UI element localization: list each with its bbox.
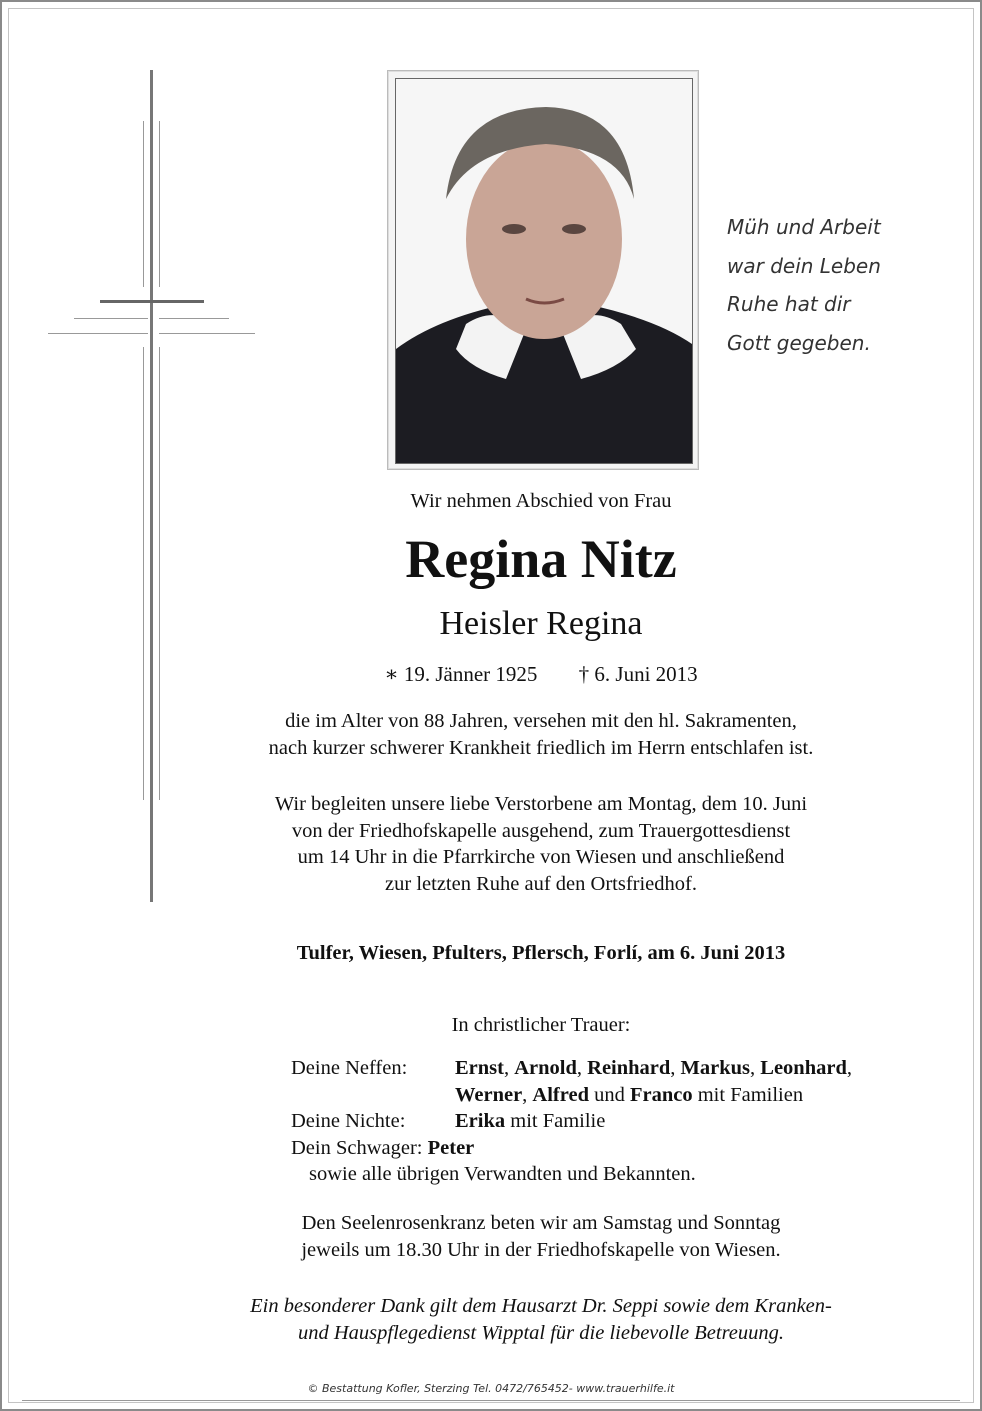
name: Peter (427, 1136, 475, 1159)
life-dates (200, 662, 882, 687)
nephews-names: Ernst, Arnold, Reinhard, Markus, Leonhard, Werner, Alfred und Franco mit Familien (455, 1057, 852, 1106)
birth-date: ∗ 19. Jänner 1925 (384, 662, 538, 686)
text-line: die im Alter von 88 Jahren, versehen mit den hl. Sakramenten, (285, 710, 797, 732)
text-line: nach kurzer schwerer Krankheit friedlich im Herrn entschlafen ist. (268, 736, 814, 759)
name: Alfred (532, 1083, 589, 1106)
text-line: Wir begleiten unsere liebe Verstorbene am Montag, dem 10. Juni (274, 793, 808, 815)
memorial-quote (727, 208, 881, 362)
text-line: Den Seelenrosenkranz beten wir am Samstag und Sonntag (301, 1212, 781, 1234)
name: Erika (455, 1110, 506, 1132)
maiden-name: Heisler Regina (439, 605, 643, 642)
brother-in-law-row (291, 1135, 852, 1162)
rosary-notice (200, 1210, 882, 1263)
text-line: zur letzten Ruhe auf den Ortsfriedhof. (385, 872, 697, 895)
suffix: mit Familie (510, 1110, 606, 1132)
mourning-heading: In christlicher Trauer: (451, 1014, 631, 1036)
name: Reinhard (587, 1057, 671, 1079)
nephews-label: Deine Neffen: (291, 1057, 408, 1079)
name: Leonhard (760, 1057, 847, 1079)
name: Ernst (455, 1057, 504, 1079)
name: Arnold (514, 1057, 577, 1079)
brother-in-law-label: Dein Schwager: (291, 1136, 423, 1159)
quote-line: Ruhe hat dir (727, 292, 851, 316)
quote-line: war dein Leben (727, 253, 881, 278)
mourners-list (291, 1055, 852, 1188)
portrait-photo (395, 78, 693, 464)
others-line: sowie alle übrigen Verwandten und Bekannten. (309, 1163, 696, 1185)
niece-label: Deine Nichte: (291, 1110, 406, 1132)
suffix: mit Familien (697, 1083, 804, 1106)
conjunction: und (594, 1083, 625, 1106)
paragraph-2 (200, 791, 882, 897)
place-date: Tulfer, Wiesen, Pfulters, Pflersch, Forlí, am 6. Juni 2013 (296, 942, 786, 964)
text-line: jeweils um 18.30 Uhr in der Friedhofskapelle von Wiesen. (301, 1238, 781, 1261)
paragraph-1 (200, 708, 882, 761)
deceased-name: Regina Nitz (405, 529, 677, 589)
text-line: von der Friedhofskapelle ausgehend, zum Trauergottesdienst (291, 819, 791, 842)
name: Markus (680, 1057, 751, 1079)
name: Werner (455, 1083, 523, 1106)
text-line: und Hauspflegedienst Wipptal für die liebevolle Betreuung. (297, 1321, 785, 1344)
footer-divider (22, 1400, 960, 1401)
text-line: um 14 Uhr in die Pfarrkirche von Wiesen und anschließend (297, 846, 785, 868)
nephews-row (291, 1055, 852, 1108)
footer-credit: © Bestattung Kofler, Sterzing Tel. 0472/765452- www.trauerhilfe.it (307, 1382, 675, 1395)
niece-row (291, 1108, 852, 1135)
quote-line: Müh und Arbeit (727, 215, 881, 239)
name: Franco (629, 1083, 693, 1106)
text-line: Ein besonderer Dank gilt dem Hausarzt Dr. Seppi sowie dem Kranken- (250, 1295, 832, 1317)
quote-line: Gott gegeben. (727, 330, 871, 355)
death-date: † 6. Juni 2013 (578, 662, 698, 686)
intro-text: Wir nehmen Abschied von Frau (410, 490, 672, 512)
thanks-notice (160, 1293, 922, 1346)
